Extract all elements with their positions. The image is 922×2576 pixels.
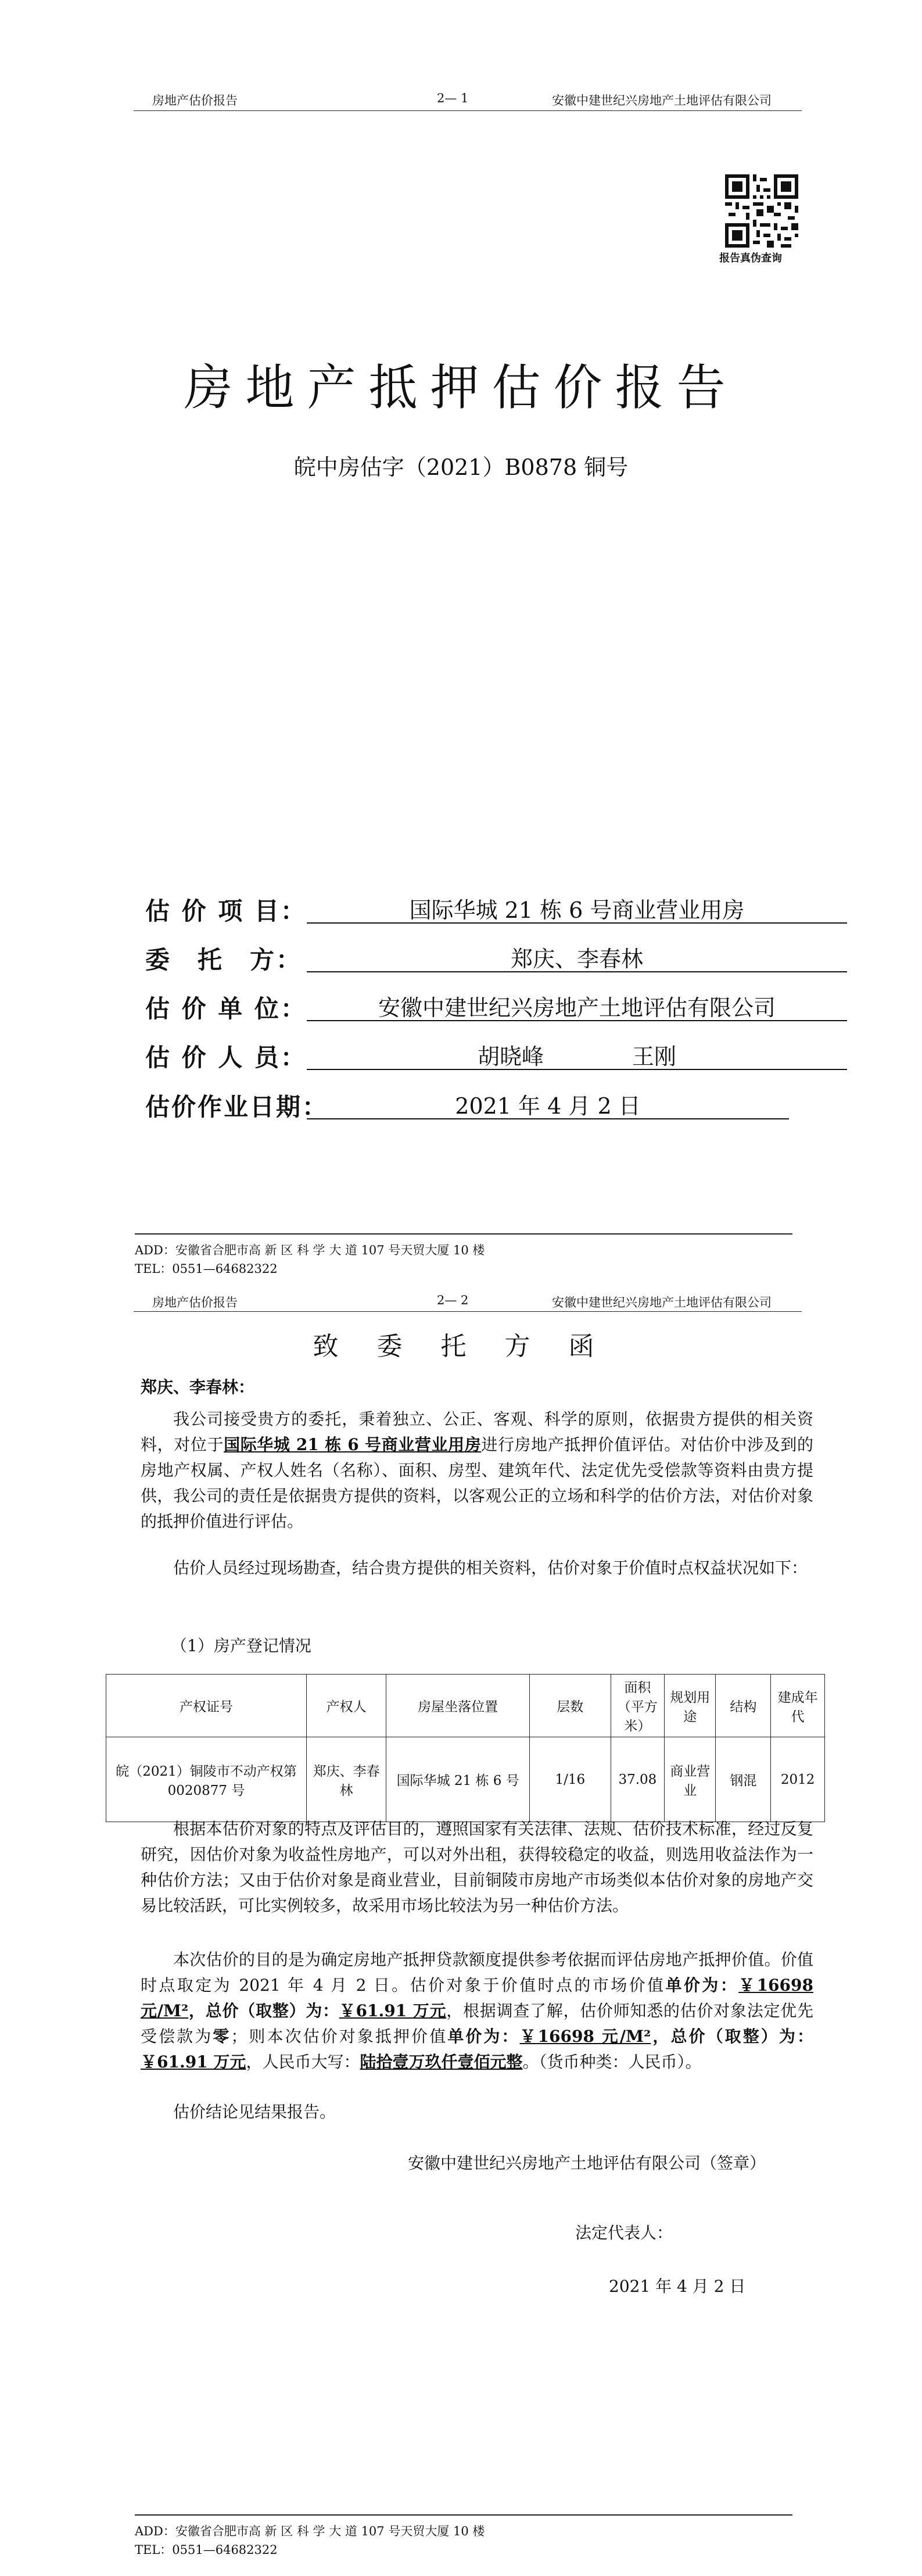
label-text: 单价为： [447,2027,520,2046]
header-rule [134,110,802,111]
table-header: 建成年代 [771,1675,825,1737]
table-header: 产权人 [306,1675,386,1737]
label-text: 单价为： [665,1976,739,1995]
footer-tel: TEL：0551—64682322 [135,1262,278,1276]
paragraph-text: ，人民币大写： [246,2052,360,2071]
paragraph-text: ，根据调查了解，估价师知悉的估价对象法定优先受偿款为 [141,2001,813,2046]
table-header: 规划用途 [665,1675,716,1737]
subheading-registration: （1）房产登记情况 [171,1636,311,1655]
header-rule [134,1311,802,1312]
table-cell: 2012 [771,1737,825,1822]
paragraph-text: 我公司接受贵方的委托，秉着独立、公正、客观、科学的原则，依据贵方提供的相关资料，对位于 [141,1409,813,1454]
info-value-date: 2021 年 4 月 2 日 [307,1088,789,1119]
table-cell: 商业营业 [665,1737,716,1822]
info-label-project: 估 价 项 目： [145,897,307,925]
info-label-client: 委 托 方： [145,946,303,974]
signature-company: 安徽中建世纪兴房地产土地评估有限公司（签章） [408,2153,766,2173]
paragraph-text: 。（货币种类：人民币）。 [522,2052,702,2071]
property-name: 国际华城 21 栋 6 号商业营业用房 [224,1435,482,1454]
info-value-appraisers: 胡晓峰 王刚 [307,1039,847,1070]
qr-caption: 报告真伪查询 [719,252,782,264]
paragraph-valuation [141,1947,813,2075]
market-unit-price: ￥16698 元/M² [141,1976,813,2020]
paragraph-text: 本次估价的目的是为确定房地产抵押贷款额度提供参考依据而评估房地产抵押价值。价值时点取定为 2021 年 4 月 2 日。估价对象于价值时点的市场价值 [141,1950,813,1995]
market-total-price: ￥61.91 万元 [339,2001,447,2020]
paragraph-conclusion: 估价结论见结果报告。 [173,2102,336,2121]
signature-representative: 法定代表人： [575,2223,673,2242]
table-cell: 1/16 [530,1737,611,1822]
page-header-left: 房地产估价报告 [152,94,238,108]
table-cell: 37.08 [611,1737,665,1822]
table-row [106,1737,825,1822]
page-header-company: 安徽中建世纪兴房地产土地评估有限公司 [552,1296,772,1310]
page-header-number: 2— 1 [437,91,469,105]
table-cell: 钢混 [716,1737,771,1822]
letter-title: 致 委 托 方 函 [313,1332,609,1361]
table-header: 层数 [530,1675,611,1737]
registration-table [106,1674,825,1822]
page-header-left: 房地产估价报告 [152,1296,238,1310]
report-number: 皖中房估字（2021）B0878 铜号 [293,455,629,480]
signature-date: 2021 年 4 月 2 日 [609,2277,746,2296]
qr-code[interactable] [725,174,798,250]
info-label-appraisers: 估 价 人 员： [145,1043,307,1072]
info-label-date: 估价作业日期： [145,1093,329,1121]
table-cell: 皖（2021）铜陵市不动产权第 0020877 号 [106,1737,307,1822]
paragraph-text: 进行房地产抵押价值评估。对估价中涉及到的房地产权属、产权人姓名（名称）、面积、房型、建筑年代、法定优先受偿款等资料由贵方提供，我公司的责任是依据贵方提供的资料，以客观公正的立场和科学的估价方法，对估价对象的抵押价值进行评估。 [141,1435,813,1531]
table-cell: 国际华城 21 栋 6 号 [386,1737,530,1822]
mortgage-unit-price: ￥16698 元/M² [519,2027,651,2046]
info-value-project: 国际华城 21 栋 6 号商业营业用房 [307,892,847,924]
paragraph-method: 根据本估价对象的特点及评估目的，遵照国家有关法律、法规、估价技术标准，经过反复研究，因估价对象为收益性房地产，可以对外出租，获得较稳定的收益，则选用收益法作为一种估价方法；又由于估价对象是商业营业，目前铜陵市房地产市场类似本估价对象的房地产交易比较活跃，可比实例较多，故采用市场比较法为另一种估价方法。 [141,1819,813,1915]
paragraph-text: ；则本次估价对象抵押价值 [231,2027,448,2046]
amount-in-words: 陆拾壹万玖仟壹佰元整 [360,2052,523,2071]
footer-address: ADD：安徽省合肥市高 新 区 科 学 大 道 107 号天贸大厦 10 楼 [135,2524,485,2538]
info-label-agency: 估 价 单 位： [145,994,307,1023]
salutation: 郑庆、李春林： [141,1378,255,1397]
footer-rule [135,1233,792,1235]
footer-address: ADD：安徽省合肥市高 新 区 科 学 大 道 107 号天贸大厦 10 楼 [135,1243,485,1257]
table-cell: 郑庆、李春林 [306,1737,386,1822]
footer-rule [135,2514,792,2516]
label-text: ，总价（取整）为： [188,2001,339,2020]
report-title: 房地产抵押估价报告 [184,359,738,416]
info-value-agency: 安徽中建世纪兴房地产土地评估有限公司 [307,990,847,1021]
table-header: 结构 [716,1675,771,1737]
info-value-client: 郑庆、李春林 [307,941,847,972]
priority-claim: 零 [213,2027,231,2046]
table-header: 面积（平方米） [611,1675,665,1737]
footer-tel: TEL：0551—64682322 [135,2543,278,2557]
mortgage-total-price: ￥61.91 万元 [141,2052,246,2071]
paragraph-commission [141,1407,813,1534]
label-text: ，总价（取整）为： [651,2027,813,2046]
paragraph-survey: 估价人员经过现场勘查，结合贵方提供的相关资料，估价对象于价值时点权益状况如下： [173,1558,808,1577]
page-header-number: 2— 2 [437,1293,469,1307]
table-header: 产权证号 [106,1675,307,1737]
page-header-company: 安徽中建世纪兴房地产土地评估有限公司 [552,94,772,108]
table-header: 房屋坐落位置 [386,1675,530,1737]
